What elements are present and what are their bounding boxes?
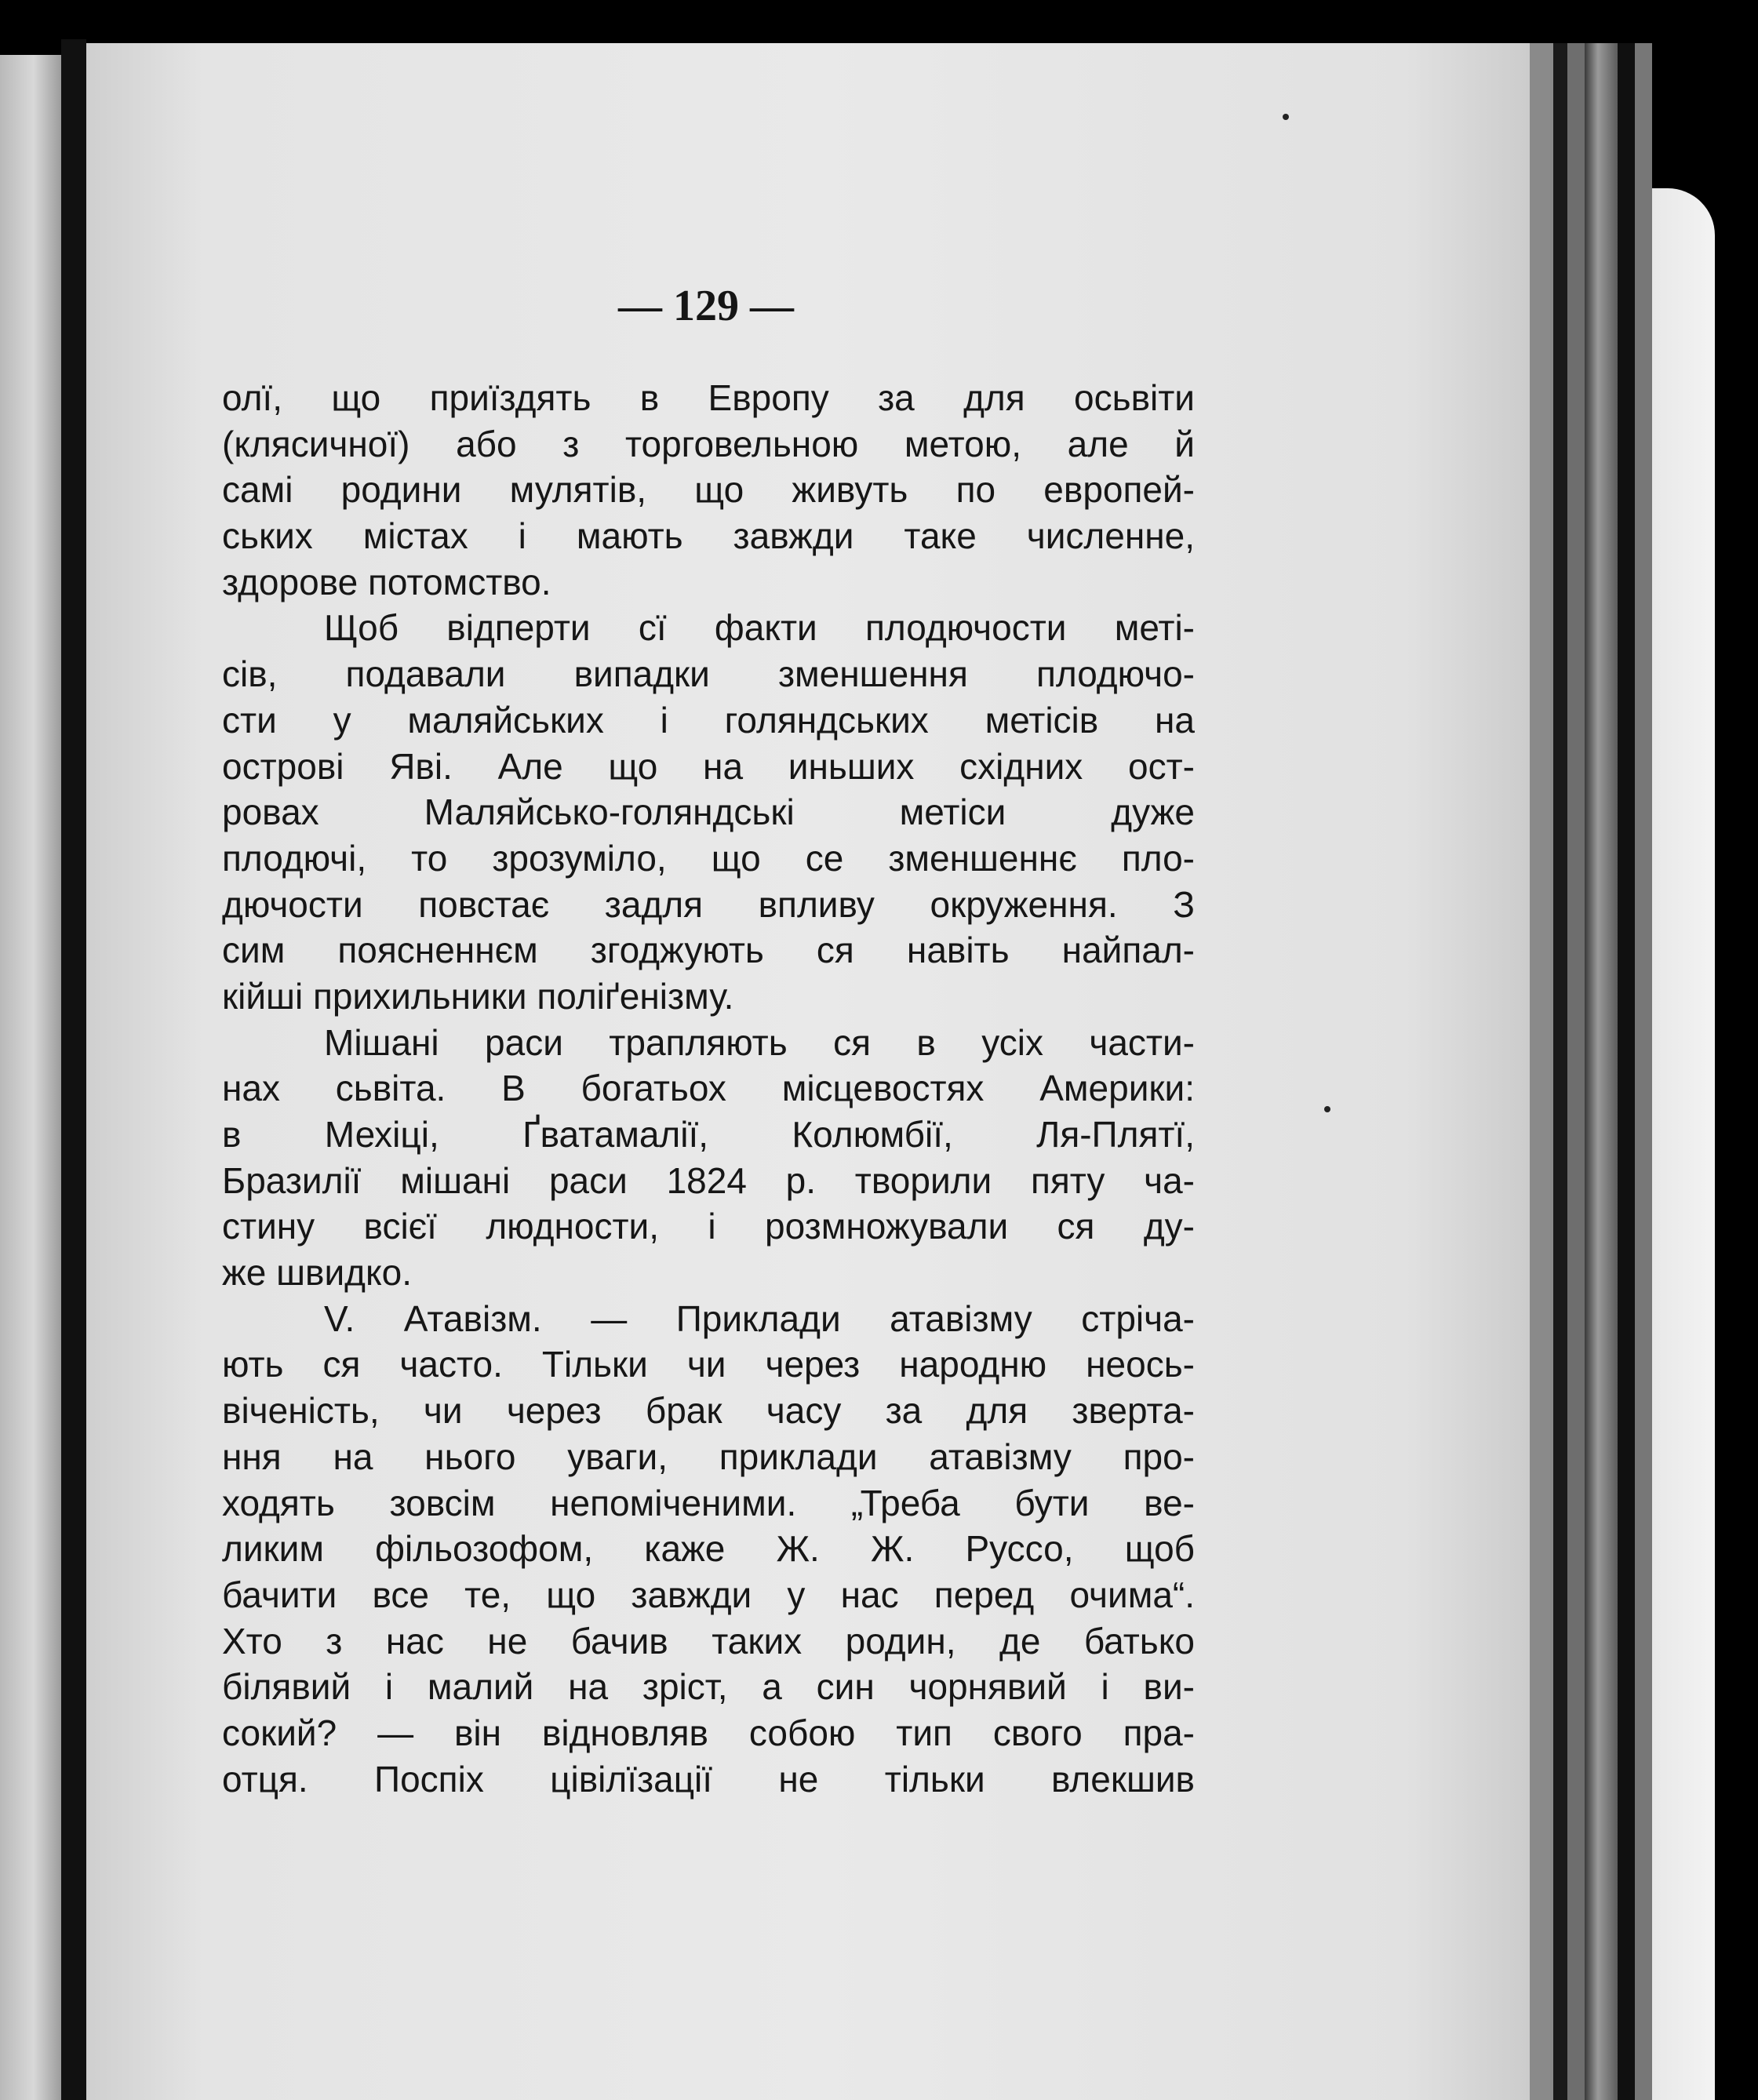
body-text: [222, 375, 1195, 1802]
back-page-corner: [1652, 188, 1715, 2100]
text-line: стину всієї людности, і розмножували ся ду-: [222, 1206, 1195, 1247]
scan-speck: [1283, 114, 1289, 120]
page-number: — 129 —: [618, 282, 794, 330]
text-line: Щоб відперти сї факти плодючости меті-: [324, 607, 1195, 649]
text-line: ровах Маляйсько-голяндські метіси дуже: [222, 792, 1195, 833]
text-line: сів, подавали випадки зменшення плодючо-: [222, 653, 1195, 695]
text-line: сим поясненнєм згоджують ся навіть найпал-: [222, 930, 1195, 971]
text-line: кійші прихильники поліґенізму.: [222, 975, 734, 1017]
facing-page-edge: [0, 55, 61, 2100]
text-line: білявий і малий на зріст, а син чорнявий і ви-: [222, 1666, 1195, 1708]
text-line: сокий? — він відновляв собою тип свого пра-: [222, 1712, 1195, 1753]
text-line: плодючі, то зрозуміло, що се зменшеннє пло-: [222, 837, 1195, 879]
binding-stripe: [1585, 43, 1618, 2100]
binding-stripe: [1618, 43, 1635, 2100]
text-line: Бразилії мішані раси 1824 р. творили пяту ча-: [222, 1159, 1195, 1201]
text-line: олї, що приїздять в Европу за для осьвіти: [222, 377, 1195, 418]
text-line: самі родини мулятів, що живуть по европей-: [222, 469, 1195, 511]
text-line: сти у маляйських і голяндських метісів на: [222, 699, 1195, 741]
binding-stripe: [1553, 43, 1567, 2100]
text-line: отця. Поспіх цівілїзації не тільки влекшив: [222, 1758, 1195, 1800]
text-line: V. Атавізм. — Приклади атавізму стріча-: [324, 1297, 1195, 1339]
text-line: ських містах і мають завжди таке численне,: [222, 515, 1195, 557]
text-line: (клясичної) або з торговельною метою, але й: [222, 423, 1195, 464]
text-line: здорове потомство.: [222, 561, 551, 602]
text-line: в Мехіці, Ґватамалії, Колюмбії, Ля-Плятї,: [222, 1114, 1195, 1155]
text-line: ння на нього уваги, приклади атавізму про-: [222, 1436, 1195, 1477]
scan-speck: [1324, 1106, 1330, 1112]
book-gutter: [61, 39, 86, 2100]
text-line: ють ся часто. Тільки чи через народню неось-: [222, 1344, 1195, 1385]
text-line: ходять зовсім непоміченими. „Треба бути ве-: [222, 1482, 1195, 1523]
text-line: віченість, чи через брак часу за для зверта-: [222, 1390, 1195, 1432]
text-line: Хто з нас не бачив таких родин, де батько: [222, 1620, 1195, 1661]
text-line: острові Яві. Але що на иньших східних ост-: [222, 745, 1195, 787]
text-line: ликим фільозофом, каже Ж. Ж. Руссо, щоб: [222, 1528, 1195, 1570]
page-edge-shadow: [1530, 43, 1553, 2100]
text-line: дючости повстає задля впливу окруження. З: [222, 883, 1195, 925]
text-line: Мішані раси трапляють ся в усіх части-: [324, 1021, 1195, 1063]
text-line: нах сьвіта. В богатьох місцевостях Америки:: [222, 1068, 1195, 1109]
binding-stripe: [1635, 43, 1652, 2100]
text-line: бачити все те, що завжди у нас перед очима“.: [222, 1574, 1195, 1615]
binding-stripe: [1567, 43, 1585, 2100]
text-line: же швидко.: [222, 1252, 413, 1294]
